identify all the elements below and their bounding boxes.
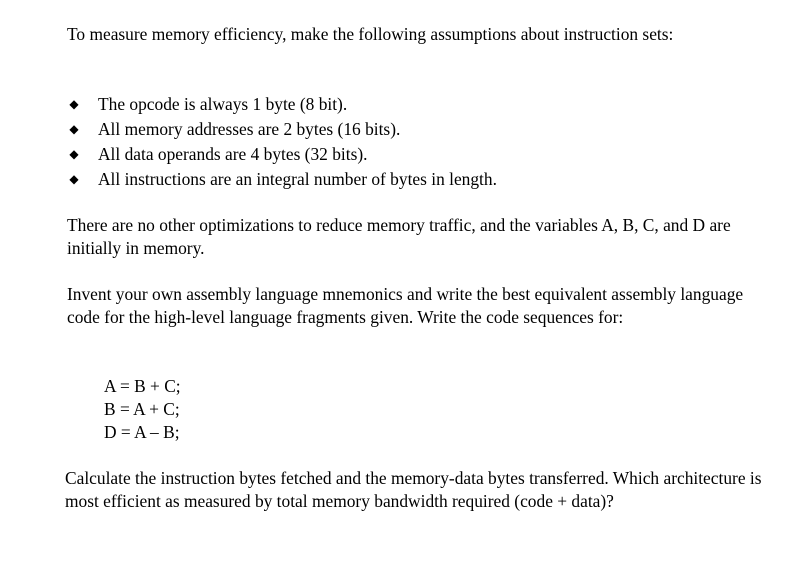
assumption-text: All data operands are 4 bytes (32 bits). <box>98 144 368 164</box>
diamond-bullet-icon: ◆ <box>69 147 79 161</box>
code-line: D = A – B; <box>104 422 180 442</box>
assumption-text: All memory addresses are 2 bytes (16 bits). <box>98 119 401 139</box>
code-line: B = A + C; <box>104 399 180 419</box>
assumption-text: The opcode is always 1 byte (8 bit). <box>98 94 348 114</box>
diamond-bullet-icon: ◆ <box>69 122 79 136</box>
code-fragments <box>104 375 181 444</box>
list-item <box>67 167 497 192</box>
list-item <box>67 92 497 117</box>
intro-paragraph: To measure memory efficiency, make the following assumptions about instruction sets: <box>67 24 674 44</box>
diamond-bullet-icon: ◆ <box>69 97 79 111</box>
calculate-paragraph: Calculate the instruction bytes fetched and the memory-data bytes transferred. Which architecture is most efficient as measured by total memory bandwidth required (code + data)? <box>65 468 762 511</box>
list-item <box>67 117 497 142</box>
list-item <box>67 142 497 167</box>
optimizations-paragraph: There are no other optimizations to reduce memory traffic, and the variables A, B, C, and D are initially in memory. <box>67 215 731 258</box>
assumption-text: All instructions are an integral number of bytes in length. <box>98 169 497 189</box>
assumptions-list <box>67 92 497 192</box>
invent-paragraph: Invent your own assembly language mnemonics and write the best equivalent assembly language code for the high-level language fragments given. Write the code sequences for: <box>67 284 744 327</box>
diamond-bullet-icon: ◆ <box>69 172 79 186</box>
code-line: A = B + C; <box>104 376 181 396</box>
